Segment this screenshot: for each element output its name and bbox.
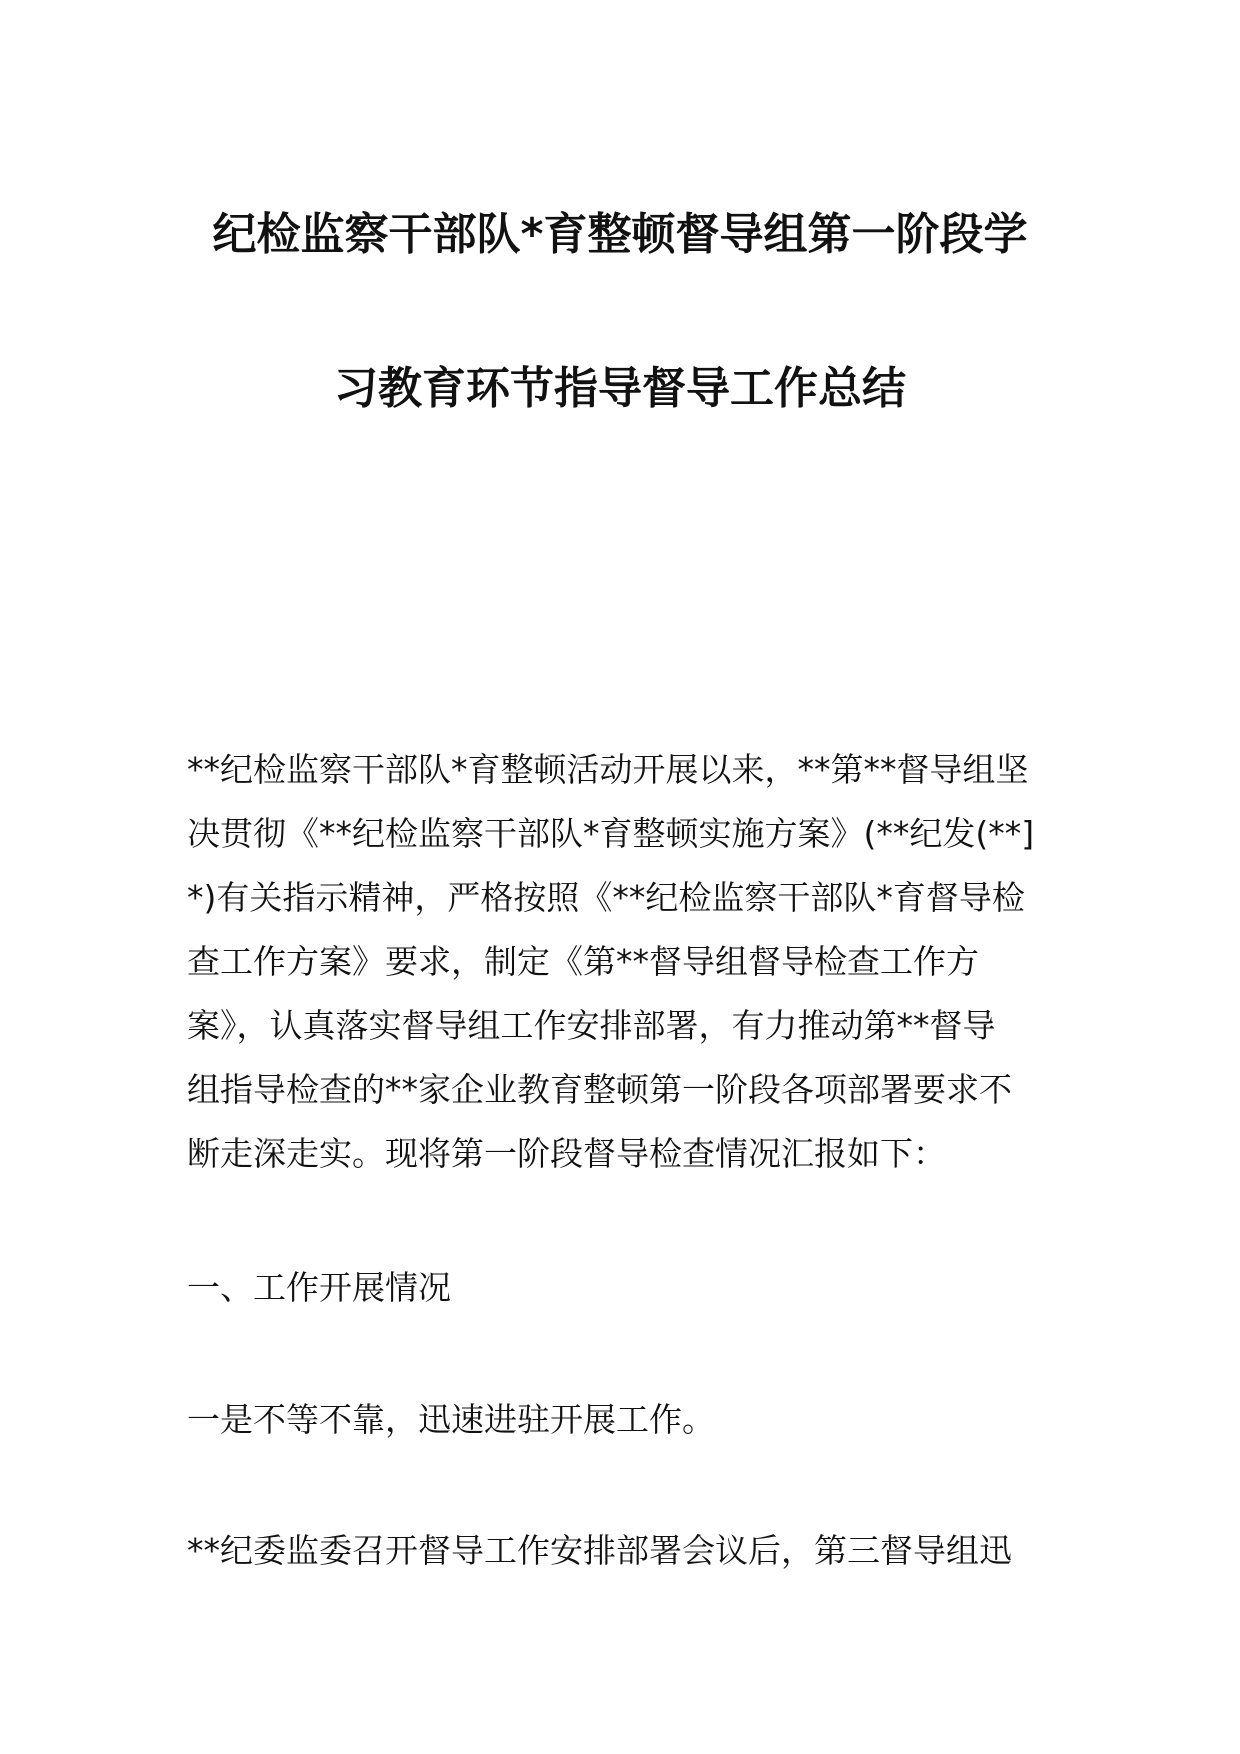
intro-line: 断走深走实。现将第一阶段督导检查情况汇报如下：: [187, 1134, 946, 1173]
point-one-paragraph: [187, 1388, 1067, 1452]
second-paragraph: [187, 1519, 1067, 1583]
intro-line: 组指导检查的**家企业教育整顿第一阶段各项部署要求不: [187, 1070, 1012, 1109]
intro-paragraph: [187, 738, 1067, 1186]
intro-line: 案》，认真落实督导组工作安排部署，有力推动第**督导: [187, 1006, 996, 1045]
intro-line: *)有关指示精神，严格按照《**纪检监察干部队*育督导检: [187, 878, 1025, 917]
intro-line: 决贯彻《**纪检监察干部队*育整顿实施方案》(**纪发(**]: [187, 814, 1035, 853]
point-one-text: 一是不等不靠，迅速进驻开展工作。: [187, 1400, 715, 1439]
second-paragraph-line: **纪委监委召开督导工作安排部署会议后，第三督导组迅: [187, 1531, 1012, 1570]
intro-line: 查工作方案》要求，制定《第**督导组督导检查工作方: [187, 942, 979, 981]
document-title-line-2: 习教育环节指导督导工作总结: [334, 363, 906, 414]
section-heading: [187, 1256, 1067, 1320]
section-heading-text: 一、工作开展情况: [187, 1268, 451, 1307]
intro-line: **纪检监察干部队*育整顿活动开展以来，**第**督导组坚: [187, 750, 1029, 789]
document-title-line-1: 纪检监察干部队*育整顿督导组第一阶段学: [212, 209, 1028, 260]
